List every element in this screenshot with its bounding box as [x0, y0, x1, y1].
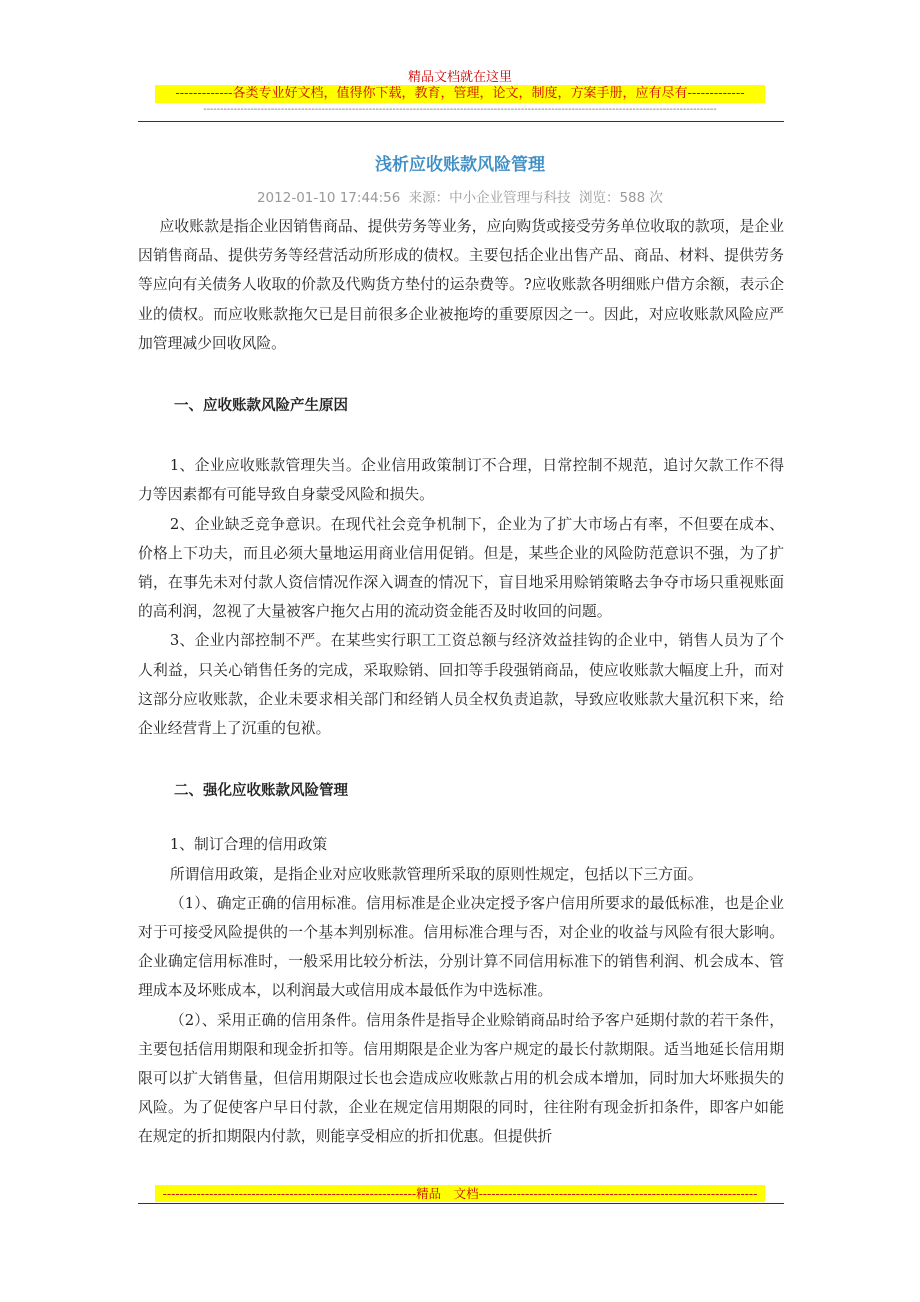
paragraph: 3、企业内部控制不严。在某些实行职工工资总额与经济效益挂钩的企业中，销售人员为了个人利益，只关心销售任务的完成，采取赊销、回扣等手段强销商品，使应收账款大幅度上升，而对这部分应收账款，企业未要求相关部门和经销人员全权负责追款，导致应收账款大量沉积下来，给企业经营背上了沉重的包袱。 [138, 632, 784, 738]
header-banner: -------------各类专业好文档，值得你下载，教育，管理，论文，制度，方案手册，应有尽有------------- [155, 85, 765, 103]
section-heading-1: 一、应收账款风险产生原因 [174, 398, 348, 415]
paragraph: 2、企业缺乏竞争意识。在现代社会竞争机制下，企业为了扩大市场占有率，不但要在成本、价格上下功夫，而且必须大量地运用商业信用促销。但是，某些企业的风险防范意识不强，为了扩销，在事先未对付款人资信情况作深入调查的情况下，盲目地采用赊销策略去争夺市场只重视账面的高利润，忽视了大量被客户拖欠占用的流动资金能否及时收回的问题。 [138, 515, 784, 621]
header-dash-line: -------------------------------------------------------------------------------------------------------------------------------------------------------- [203, 104, 717, 115]
subheading: 1、制订合理的信用政策 [169, 836, 328, 854]
paragraph: （2）、采用正确的信用条件。信用条件是指导企业赊销商品时给予客户延期付款的若干条件，主要包括信用期限和现金折扣等。信用期限是企业为客户规定的最长付款期限。适当地延长信用期限可以扩大销售量，但信用期限过长也会造成应收账款占用的机会成本增加，同时加大坏账损失的风险。为了促使客户早日付款，企业在规定信用期限的同时，往往附有现金折扣条件，即客户如能在规定的折扣期限内付款，则能享受相应的折扣优惠。但提供折 [138, 1011, 784, 1146]
article-title: 浅析应收账款风险管理 [375, 155, 545, 175]
article-datetime: 2012-01-10 17:44:56 [256, 190, 401, 206]
section-heading-2: 二、强化应收账款风险管理 [174, 783, 348, 800]
header-title: 精品文档就在这里 [407, 70, 512, 85]
article-views: 浏览：588 次 [578, 190, 664, 206]
article-meta [0, 186, 920, 206]
footer-rule [138, 1203, 784, 1204]
intro-paragraph: 应收账款是指企业因销售商品、提供劳务等业务，应向购货或接受劳务单位收取的款项，是企业因销售商品、提供劳务等经营活动所形成的债权。主要包括企业出售产品、商品、材料、提供劳务等应向有关债务人收取的价款及代购货方垫付的运杂费等。?应收账款各明细账户借方余额，表示企业的债权。而应收账款拖欠已是目前很多企业被拖垮的重要原因之一。因此，对应收账款风险应严加管理减少回收风险。 [138, 218, 784, 352]
article-body [138, 212, 784, 1152]
paragraph: （1）、确定正确的信用标准。信用标准是企业决定授予客户信用所要求的最低标准，也是企业对于可接受风险提供的一个基本判别标准。信用标准合理与否，对企业的收益与风险有很大影响。企业确定信用标准时，一般采用比较分析法，分别计算不同信用标准下的销售利润、机会成本、管理成本及坏账成本，以利润最大或信用成本最低作为中选标准。 [138, 894, 784, 1000]
footer-banner: ------------------------------------------------------------精品 文档------------------------------------------------------------------ [155, 1185, 765, 1202]
article-source: 来源：中小企业管理与科技 [408, 190, 571, 206]
paragraph: 1、企业应收账款管理失当。企业信用政策制订不合理，日常控制不规范，追讨欠款工作不得力等因素都有可能导致自身蒙受风险和损失。 [138, 457, 784, 504]
header-rule [138, 121, 784, 122]
paragraph: 所谓信用政策，是指企业对应收账款管理所采取的原则性规定，包括以下三方面。 [169, 865, 703, 883]
